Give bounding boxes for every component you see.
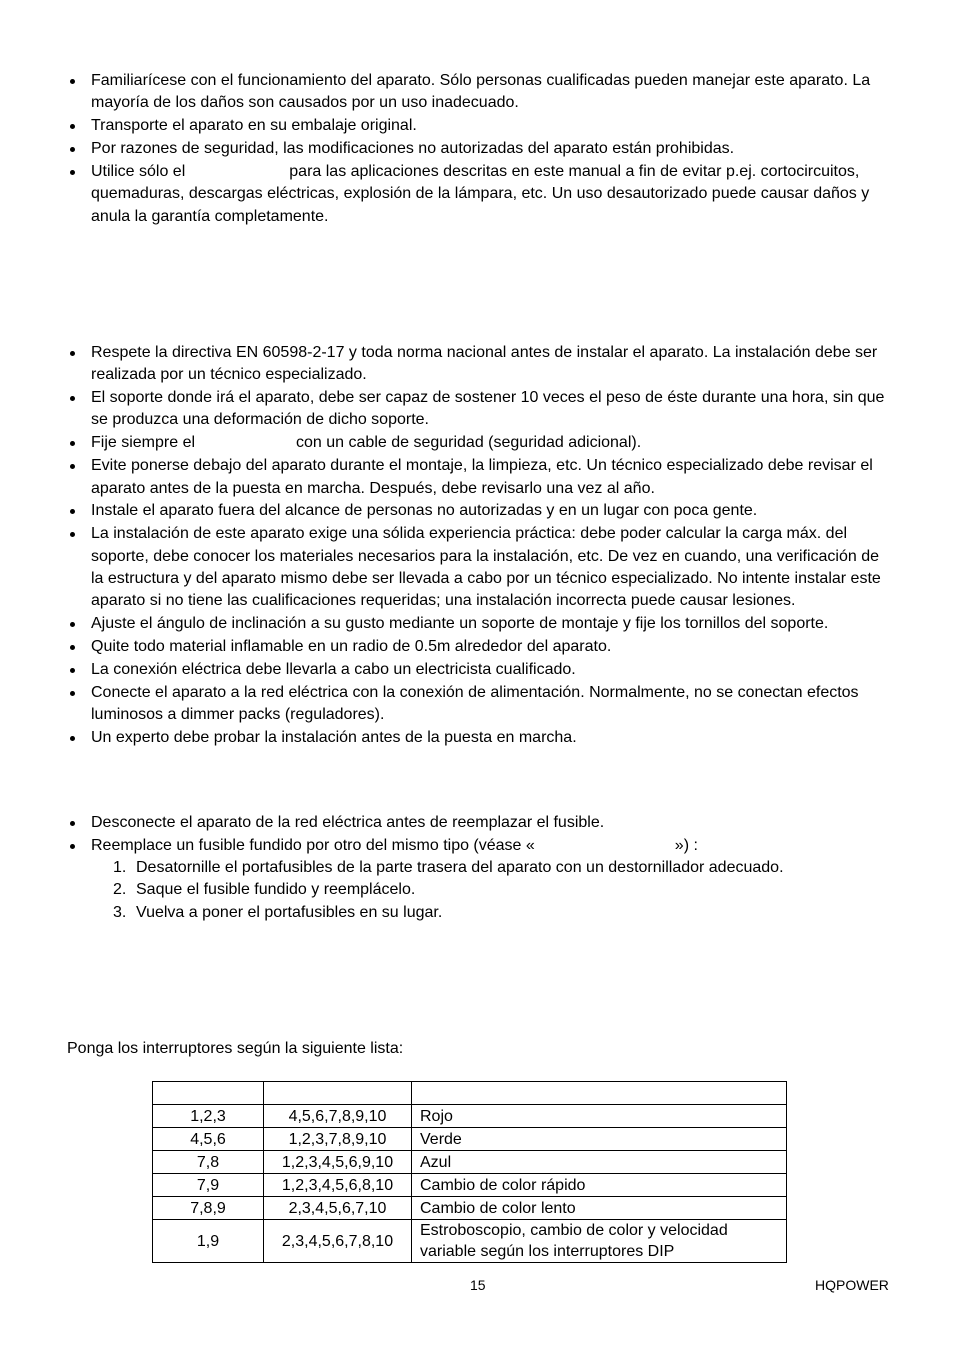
table-row xyxy=(153,1197,787,1220)
table-cell-function: Azul xyxy=(412,1151,787,1174)
step-text: Desatornille el portafusibles de la parte trasera del aparato con un destornillador adecuado. xyxy=(136,859,784,876)
table-cell-off: 4,5,6,7,8,9,10 xyxy=(264,1105,412,1128)
page-number: 15 xyxy=(470,1277,486,1293)
safety-list xyxy=(67,70,889,228)
table-cell-off: 2,3,4,5,6,7,10 xyxy=(264,1197,412,1220)
table-cell-on: 7,8 xyxy=(153,1151,264,1174)
fuse-text-after: ») : xyxy=(674,836,698,854)
table-cell-off: 1,2,3,7,8,9,10 xyxy=(264,1128,412,1151)
table-cell-on: 4,5,6 xyxy=(153,1128,264,1151)
table-cell-function: Estroboscopio, cambio de color y velocidad variable según los interruptores DIP xyxy=(412,1220,787,1263)
fuse-item: Desconecte el aparato de la red eléctrica antes de reemplazar el fusible. xyxy=(67,812,889,834)
table-cell-function: Rojo xyxy=(412,1105,787,1128)
install-item: Respete la directiva EN 60598-2-17 y toda norma nacional antes de instalar el aparato. La instalación debe ser realizada por un técnico especializado. xyxy=(67,342,889,387)
step-text: Saque el fusible fundido y reemplácelo. xyxy=(136,881,416,899)
table-cell-off: 1,2,3,4,5,6,8,10 xyxy=(264,1174,412,1197)
install-item: La conexión eléctrica debe llevarla a cabo un electricista cualificado. xyxy=(67,659,889,681)
safety-item: Por razones de seguridad, las modificaciones no autorizadas del aparato están prohibidas. xyxy=(67,138,889,160)
table-header-row xyxy=(153,1082,787,1105)
table-row xyxy=(153,1174,787,1197)
table-cell-function: Cambio de color rápido xyxy=(412,1174,787,1197)
install-item: Ajuste el ángulo de inclinación a su gusto mediante un soporte de montaje y fije los tornillos del soporte. xyxy=(67,613,889,635)
table-cell-on: 1,9 xyxy=(153,1220,264,1263)
fix-text-before: Fije siempre el xyxy=(91,434,196,452)
fuse-step xyxy=(113,857,893,879)
usage-text-before: Utilice sólo el xyxy=(91,162,186,180)
usage-item xyxy=(67,161,889,228)
install-item: Quite todo material inflamable en un radio de 0.5m alrededor del aparato. xyxy=(67,636,889,658)
table-cell-off: 1,2,3,4,5,6,9,10 xyxy=(264,1151,412,1174)
installation-list xyxy=(67,342,889,750)
footer-brand: HQPOWER xyxy=(815,1277,889,1293)
install-item: El soporte donde irá el aparato, debe ser capaz de sostener 10 veces el peso de éste durante una hora, sin que se produzca una deformación de dicho soporte. xyxy=(67,387,889,432)
fuse-list xyxy=(67,812,889,858)
step-number: 3. xyxy=(113,903,127,921)
safety-item: Transporte el aparato en su embalaje original. xyxy=(67,115,889,137)
table-cell-on: 7,9 xyxy=(153,1174,264,1197)
safety-item: Familiarícese con el funcionamiento del aparato. Sólo personas cualificadas pueden manejar este aparato. La mayoría de los daños son causados por un uso inadecuado. xyxy=(67,70,889,115)
step-number: 2. xyxy=(113,881,127,899)
table-header-cell xyxy=(153,1082,264,1105)
install-item: Evite ponerse debajo del aparato durante el montaje, la limpieza, etc. Un técnico especializado debe revisar el aparato antes de la puesta en marcha. Después, debe revisarlo una vez al año. xyxy=(67,455,889,500)
fix-item xyxy=(67,432,889,454)
usage-text-after: para las aplicaciones descritas en este manual a fin de evitar p.ej. cortocircuitos, quemaduras, descargas eléctricas, explosión de la lámpara, etc. Un uso desautorizado puede causar daños y anula la garantía completamente. xyxy=(91,162,870,225)
step-number: 1. xyxy=(113,859,127,876)
fuse-step xyxy=(113,902,893,924)
table-cell-on: 7,8,9 xyxy=(153,1197,264,1220)
fuse-item xyxy=(67,835,889,857)
dip-intro: Ponga los interruptores según la siguiente lista: xyxy=(67,1040,404,1057)
step-text: Vuelva a poner el portafusibles en su lugar. xyxy=(136,903,443,921)
table-header-cell xyxy=(264,1082,412,1105)
dip-switch-table xyxy=(152,1081,787,1263)
table-row xyxy=(153,1151,787,1174)
table-row xyxy=(153,1128,787,1151)
table-cell-off: 2,3,4,5,6,7,8,10 xyxy=(264,1220,412,1263)
fuse-step xyxy=(113,879,893,901)
fuse-text-before: Reemplace un fusible fundido por otro del mismo tipo (véase « xyxy=(91,836,535,854)
fix-text-after: con un cable de seguridad (seguridad adicional). xyxy=(296,434,642,452)
install-item: Instale el aparato fuera del alcance de personas no autorizadas y en un lugar con poca gente. xyxy=(67,500,889,522)
table-header-cell xyxy=(412,1082,787,1105)
table-row xyxy=(153,1105,787,1128)
table-cell-on: 1,2,3 xyxy=(153,1105,264,1128)
install-item: La instalación de este aparato exige una sólida experiencia práctica: debe poder calcular la carga máx. del soporte, debe conocer los materiales necesarios para la instalación, etc. De vez en cuando, una verificación de la estructura y del aparato mismo debe ser llevada a cabo por un técnico especializado. No intente instalar este aparato si no tiene las cualificaciones requeridas; una instalación incorrecta puede causar lesiones. xyxy=(67,523,889,612)
table-row xyxy=(153,1220,787,1263)
fuse-steps xyxy=(113,857,893,924)
table-cell-function: Verde xyxy=(412,1128,787,1151)
install-item: Conecte el aparato a la red eléctrica con la conexión de alimentación. Normalmente, no se conectan efectos luminosos a dimmer packs (reguladores). xyxy=(67,682,889,727)
install-item: Un experto debe probar la instalación antes de la puesta en marcha. xyxy=(67,727,889,749)
table-cell-function: Cambio de color lento xyxy=(412,1197,787,1220)
